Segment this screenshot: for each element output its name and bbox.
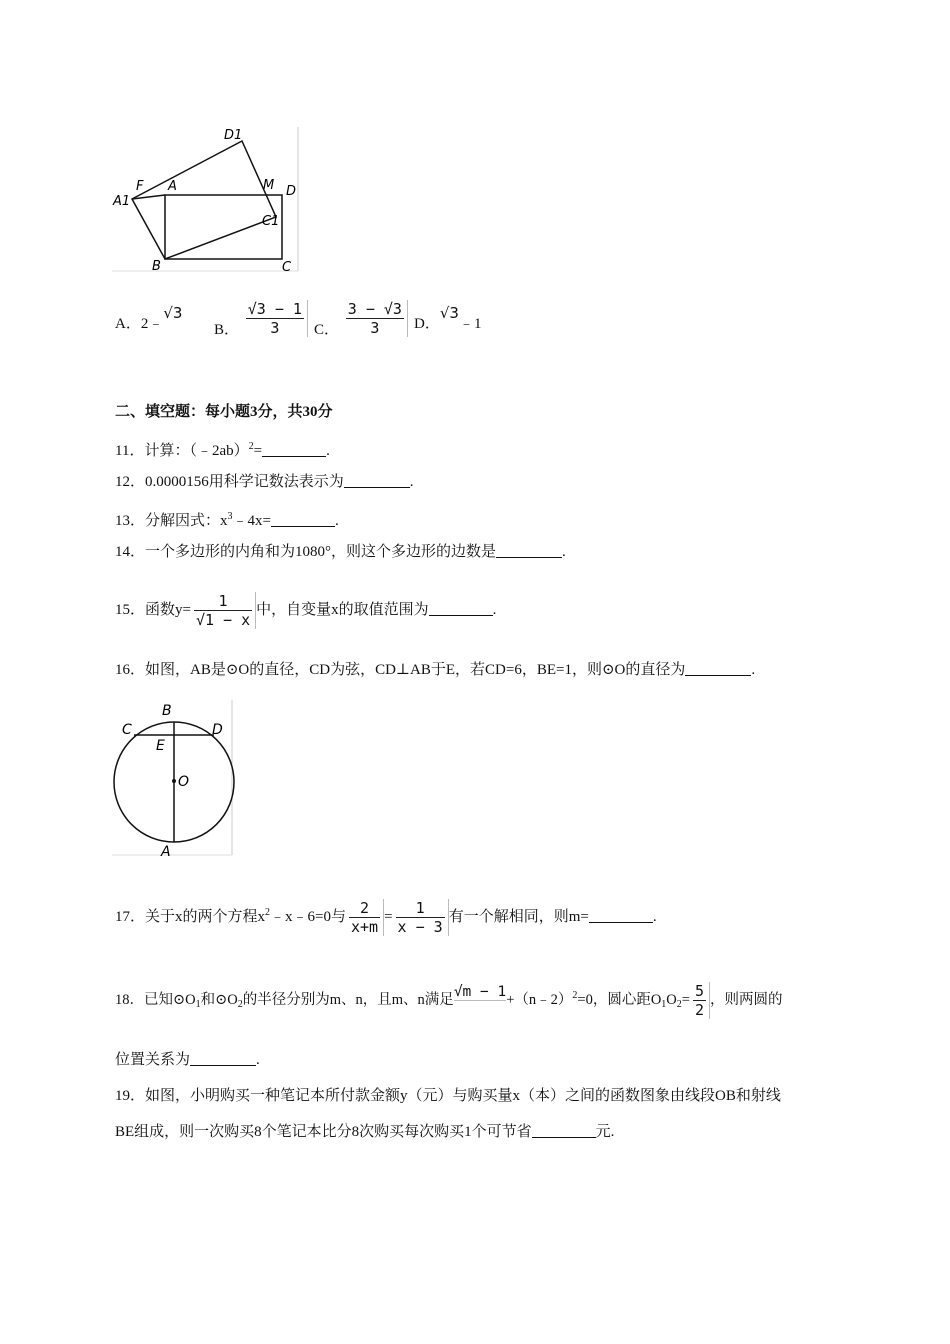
answer-blank[interactable] (496, 543, 562, 558)
label-e: E (156, 738, 165, 754)
q15-fraction: $\frac{1}{√1 - x}$ (191, 592, 256, 629)
option-b-fraction: $\frac{√3 - 1}{3}$ (243, 300, 308, 337)
label-a: A (168, 179, 177, 194)
question-12: 12．0.0000156用科学记数法表示为 . (115, 474, 414, 490)
option-d: D．√3﹣1 (414, 304, 482, 332)
label-d1: D1 (224, 128, 243, 143)
option-b: B． $\frac{√3 - 1}{3}$ (214, 300, 308, 337)
label-d: D (286, 184, 297, 199)
answer-blank[interactable] (429, 601, 493, 616)
option-a: A．2﹣√3 (115, 304, 183, 332)
label-m: M (263, 178, 275, 193)
label-d: D (212, 722, 223, 738)
option-c-fraction: $\frac{3 - √3}{3}$ (343, 300, 408, 337)
answer-blank[interactable] (344, 473, 410, 488)
sqrt-expression: √m − 1 (453, 984, 507, 1000)
label-c: C (122, 722, 132, 738)
question-14: 14．一个多边形的内角和为1080°，则这个多边形的边数是 . (115, 544, 566, 560)
answer-blank[interactable] (271, 512, 335, 527)
question-15: 15．函数y= $\frac{1}{√1 - x}$ 中，自变量x的取值范围为 . (115, 592, 497, 630)
question-16: 16．如图，AB是⊙O的直径，CD为弦，CD⊥AB于E，若CD=6，BE=1，则⊙O的直径为 . (115, 662, 756, 678)
option-c: C． $\frac{3 - √3}{3}$ (314, 300, 408, 337)
label-a1: A1 (113, 194, 131, 209)
label-c: C (282, 260, 292, 273)
q17-fraction-1: $\frac{2}{x+m}$ (346, 899, 384, 936)
question-19: 19．如图，小明购买一种笔记本所付款金额y（元）与购买量x（本）之间的函数图象由线段OB和射线 (115, 1088, 781, 1104)
label-b: B (162, 703, 172, 719)
question-18-line2: 位置关系为 . (115, 1052, 260, 1068)
label-b: B (152, 259, 161, 273)
question-17: 17．关于x的两个方程$x^2﹣x﹣6=0$与 $\frac{2}{x+m}$ = $\frac{1}{x - 3}$ 有一个解相同，则m= . (115, 899, 657, 937)
answer-blank[interactable] (190, 1051, 256, 1066)
label-c1: C1 (262, 214, 280, 229)
label-f: F (136, 179, 144, 194)
answer-blank[interactable] (589, 908, 653, 923)
label-a: A (161, 844, 171, 858)
figure-circle-chord (112, 698, 236, 858)
q18-fraction: $\frac{5}{2}$ (690, 982, 710, 1019)
answer-blank[interactable] (532, 1123, 596, 1138)
question-18: 18．已知$⊙O_1$和$⊙O_2$的半径分别为m、n，且m、n满足√m − 1+（n﹣2）$^2$=0，圆心距$O_1O_2=$ $\frac{5}{2}$ ，则两圆的 (115, 982, 783, 1020)
answer-blank[interactable] (262, 442, 326, 457)
figure-rotated-rectangles (112, 123, 302, 273)
answer-blank[interactable] (685, 661, 751, 676)
question-11: 11．计算：（﹣2ab）$^2$= . (115, 441, 330, 459)
question-13: 13．分解因式：$x^3﹣4x=$ . (115, 511, 339, 529)
q17-fraction-2: $\frac{1}{x - 3}$ (393, 899, 449, 936)
question-19-line2: BE组成，则一次购买8个笔记本比分8次购买每次购买1个可节省 元. (115, 1124, 615, 1140)
label-o: O (178, 774, 190, 790)
section-heading: 二、填空题：每小题3分，共30分 (115, 404, 333, 420)
